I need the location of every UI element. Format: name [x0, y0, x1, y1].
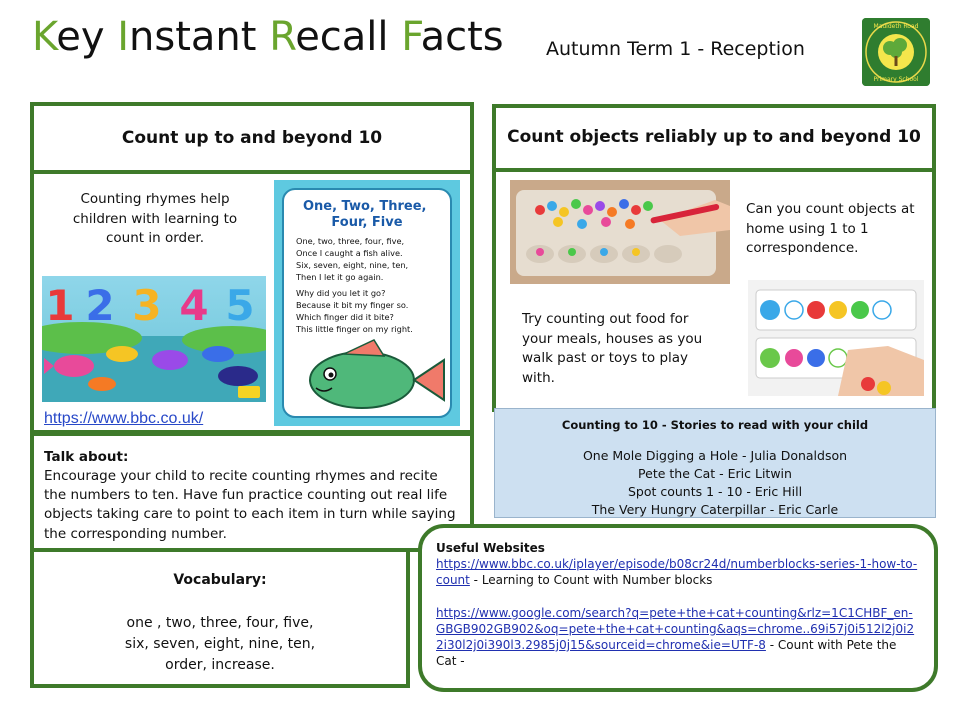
rhymes-text: Counting rhymes help children with learning to count in order. — [72, 191, 238, 247]
title-word: nstant — [129, 14, 270, 60]
svg-text:Mauldeth Road: Mauldeth Road — [873, 23, 919, 30]
caterpillar-counting-image — [748, 280, 924, 396]
pete-the-cat-link[interactable]: https://www.google.com/search?q=pete+the+cat+counting&rlz=1C1CHBF_en-GBGB902GB902&oq=pete+the+cat+counting&aqs=chrome..69i57j0i512l2j0i22i30l2j0i390l3.2985j0j15&sourceid=chrome&ie=UTF-8 — [436, 605, 915, 652]
pompom-tray-image — [510, 180, 730, 284]
objects-section-title: Count objects reliably up to and beyond 10 — [492, 104, 936, 172]
vocabulary-line: six, seven, eight, nine, ten, — [124, 636, 316, 652]
story-item: One Mole Digging a Hole - Julia Donaldson — [582, 447, 848, 463]
page-title — [32, 14, 504, 60]
svg-text:One, Two, Three, Four,: One, Two, Three, Four, Five — [302, 199, 427, 230]
talk-body: Encourage your child to recite counting rhymes and recite the numbers to ten. Have fun practice counting out real life objects taking care to point to each item in turn while saying the corresponding number. — [44, 468, 456, 542]
svg-text:1: 1 — [45, 281, 75, 330]
websites-heading: Useful Websites — [436, 541, 545, 555]
bbc-link[interactable]: https://www.bbc.co.uk/ — [44, 410, 204, 427]
school-logo — [862, 18, 930, 86]
vocabulary-box — [30, 548, 410, 688]
vocabulary-line: one , two, three, four, five, — [126, 615, 314, 631]
count-section-title: Count up to and beyond 10 — [30, 102, 474, 174]
stories-panel — [494, 408, 936, 518]
numbers-fish-image — [42, 276, 266, 402]
objects-section-body — [492, 168, 936, 412]
svg-text:One, two, three, four, five,: One, two, three, four, five, Once I caught a fish alive. Six, seven, eight, nine, ten, Then I let it go again. Why did you let it go? Because it bit my finger so. Which finger did it bite? This little finger on my right. — [296, 236, 413, 334]
title-letter: F — [401, 14, 421, 60]
talk-about-box — [30, 432, 474, 552]
useful-websites-box — [418, 524, 938, 692]
website-entry — [436, 605, 920, 670]
vocabulary-line: order, increase. — [165, 657, 275, 673]
story-item: The Very Hungry Caterpillar - Eric Carle — [591, 502, 839, 518]
title-word: acts — [420, 14, 504, 60]
objects-text-count-home: Can you count objects at home using 1 to 1 correspondence. — [746, 201, 915, 257]
vocabulary-heading: Vocabulary: — [173, 572, 267, 588]
website-desc: - Count with Pete the Cat - — [436, 637, 897, 669]
numberblocks-link[interactable]: https://www.bbc.co.uk/iplayer/episode/b08cr24d/numberblocks-series-1-how-to-count — [436, 557, 918, 588]
objects-text-food: Try counting out food for your meals, houses as you walk past or toys to play with. — [522, 311, 703, 386]
title-letter: R — [269, 14, 296, 60]
talk-heading: Talk about: — [44, 449, 129, 465]
svg-text:3: 3 — [132, 281, 162, 330]
title-letter: K — [32, 14, 57, 60]
website-entry — [436, 556, 920, 588]
counting-rhyme-poster — [274, 180, 460, 426]
title-word: ecall — [295, 14, 402, 60]
vocabulary-list — [34, 613, 406, 676]
story-item: Spot counts 1 - 10 - Eric Hill — [627, 483, 803, 499]
term-subtitle: Autumn Term 1 - Reception — [546, 38, 805, 60]
svg-text:5: 5 — [225, 281, 255, 330]
svg-text:2: 2 — [85, 281, 115, 330]
story-item: Pete the Cat - Eric Litwin — [638, 465, 792, 481]
title-letter: I — [117, 14, 130, 60]
stories-heading: Counting to 10 - Stories to read with your child — [561, 418, 869, 432]
svg-text:Primary School: Primary School — [873, 76, 919, 83]
svg-text:4: 4 — [179, 281, 209, 330]
website-desc: - Learning to Count with Number blocks — [469, 573, 713, 588]
title-word: ey — [56, 14, 118, 60]
count-section-body — [30, 170, 474, 434]
